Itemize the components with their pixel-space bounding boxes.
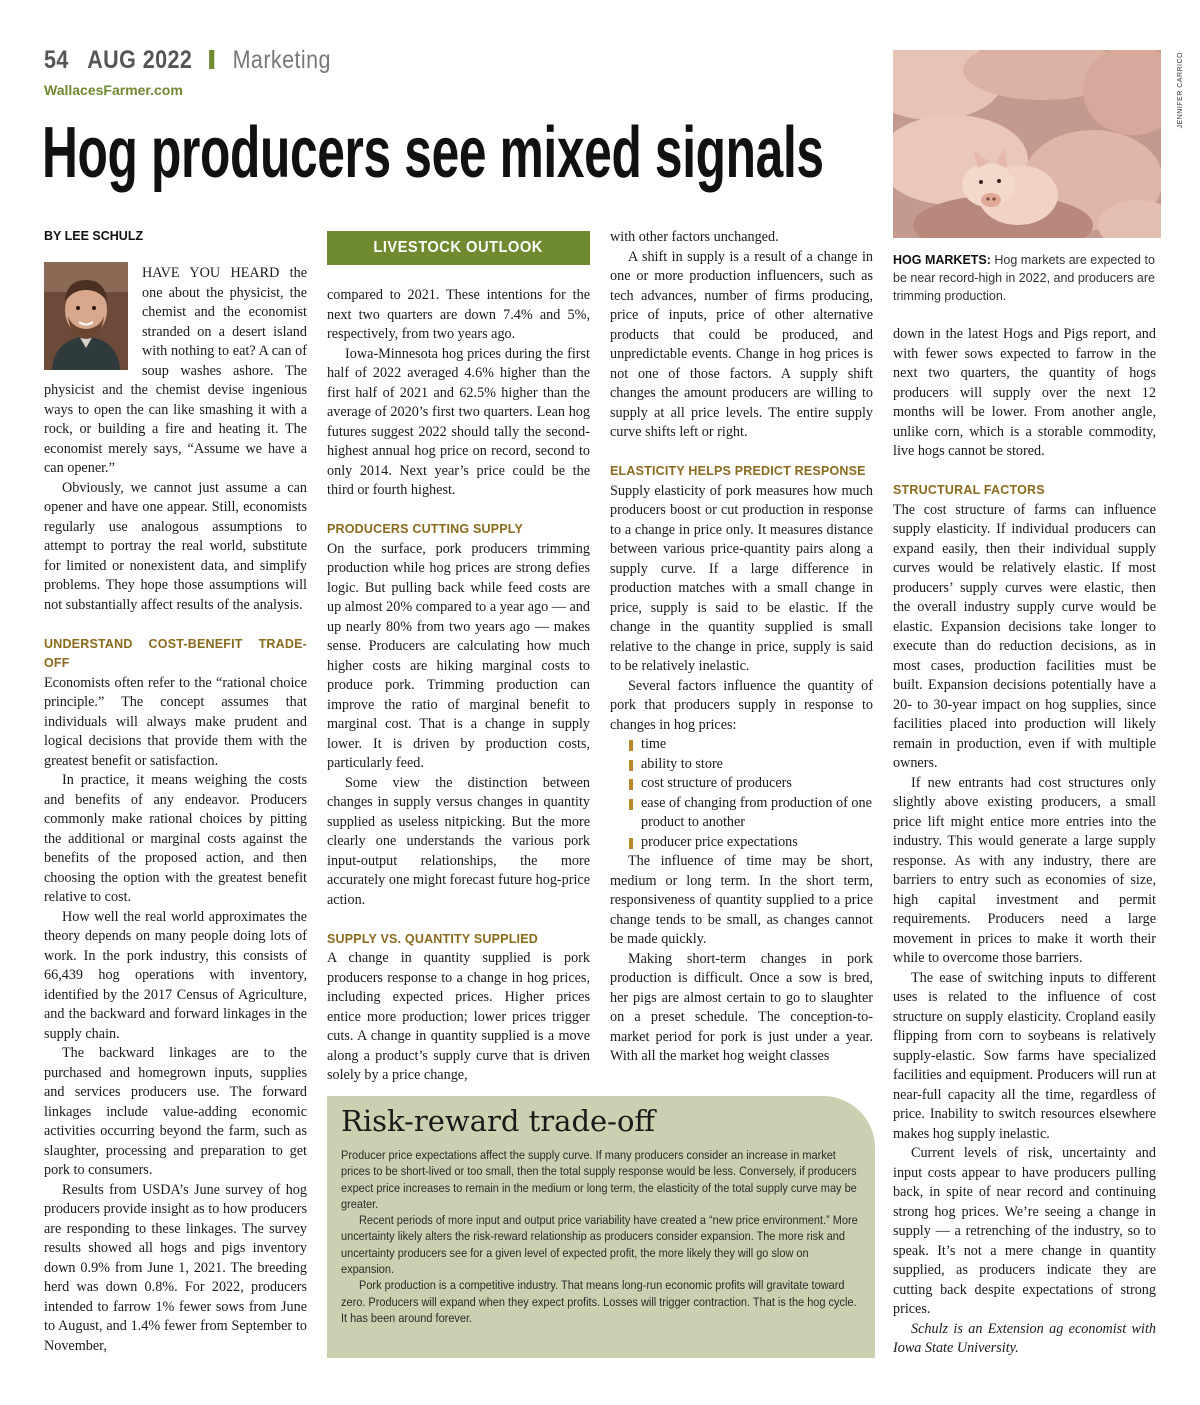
paragraph: Several factors influence the quantity of pork that producers supply in response to changes in hog prices:	[610, 677, 873, 733]
paragraph: Results from USDA’s June survey of hog producers provide insight as to how producers are responding to these linkages. The survey results showed all hogs and pigs inventory down 0.9% from June 1, 2021. The breeding herd was down 0.8%. For 2022, producers intended to farrow 1% fewer sows from June to August, and 1.4% fewer from September to November,	[44, 1181, 307, 1354]
paragraph: How well the real world approximates the theory depends on many people doing lots of work. In the pork industry, this consists of 66,439 hog operations with inventory, identified by the 2017 Census of Agriculture, and the backward and forward linkages in the supply chain.	[44, 908, 307, 1042]
list-item: producer price expectations	[610, 833, 873, 853]
caption-text: Hog markets are expected to be near record-high in 2022, and producers are trimming production.	[893, 253, 1155, 303]
paragraph: On the surface, pork producers trimming production while hog prices are strong defies logic. But pulling back while feed costs are up almost 20% compared to a year ago — and up nearly 80% from two years ago — makes sense. Producers are calculating how much higher costs are hiking marginal costs to produce pork. Trimming production can improve the ratio of marginal benefit to marginal cost. That is a change in supply lower. It is driven by production costs, particularly feed.	[327, 540, 590, 771]
paragraph: The cost structure of farms can influence supply elasticity. If individual producers can expand easily, then their individual supply curves would be relatively elastic. If most producers’ supply curves were elastic, then the overall industry supply curve would be elastic. Expansion decisions take longer to execute than do reduction decisions, as in most cases, production facilities must be built. Expansion decisions potentially have a 20- to 30-year impact on hog supplies, since facilities placed into production will likely remain in production, even if with multiple owners.	[893, 501, 1156, 771]
paragraph: compared to 2021. These intentions for the next two quarters are down 7.4% and 5%, respectively, from two years ago.	[327, 287, 590, 342]
intro-paragraph-1: HAVE YOU HEARD the one about the physicist, the chemist and the economist stranded on a desert island with nothing to eat? A can of soup washes ashore. The physicist and the chemist devise ingenious ways to open the can like smashing it with a rock, or building a fire and heating it. The economist merely says, “Assume we have a can opener.”	[44, 265, 307, 476]
paragraph: In practice, it means weighing the costs and benefits of any endeavor. Producers commonly make rational choices by pitting the additional or marginal costs against the benefits of the proposed action, and then choosing the option with the greatest benefit relative to cost.	[44, 772, 307, 905]
subhead-supply-vs-quantity: SUPPLY VS. QUANTITY SUPPLIED	[327, 931, 538, 946]
page-number: 54	[44, 46, 69, 74]
paragraph: The influence of time may be short, medium or long term. In the short term, responsiveness of quantity supplied to a price change tends to be small, as changes cannot be made quickly.	[610, 853, 873, 947]
subhead-structural-factors: STRUCTURAL FACTORS	[893, 483, 1045, 497]
paragraph: The backward linkages are to the purchased and homegrown inputs, supplies and services producers use. The forward linkages include value-adding economic activities occurring beyond the farm, such as slaughter, processing and preparation to get pork to consumers.	[44, 1045, 307, 1178]
paragraph: Supply elasticity of pork measures how much producers boost or cut production in response to a change in price only. It measures distance between various price-quantity pairs along a supply curve. If a large difference in production matches with a small change in price, supply is said to be elastic. If the change in the quantity supplied is small relative to the change in price, supply is said to be relatively inelastic.	[610, 482, 873, 674]
sidebar-paragraph: Producer price expectations affect the supply curve. If many producers consider an increase in market prices to be short-lived or too small, then the total supply response would be less. Conversely, if producers expect price increases to remain in the medium or long term, the elasticity of the total supply curve may be greater.	[341, 1148, 857, 1211]
headshot-wrap-space	[44, 264, 142, 364]
paragraph: Making short-term changes in pork production is difficult. Once a sow is bred, her pigs are almost certain to go to slaughter on a preset schedule. The conception-to-market period for pork is just under a year. With all the market hog weight classes	[610, 950, 873, 1064]
byline: BY LEE SCHULZ	[44, 229, 144, 243]
issue-date: AUG 2022	[87, 46, 193, 74]
paragraph: A change in quantity supplied is pork producers response to a change in hog prices, including expected prices. Higher prices entice more production; lower prices trigger cuts. A change in quantity supplied is a move along a product’s supply curve that is driven solely by a price change,	[327, 950, 590, 1083]
website-link[interactable]: WallacesFarmer.com	[44, 82, 183, 98]
list-item: ease of changing from production of one product to another	[610, 794, 873, 833]
list-item: ability to store	[610, 755, 873, 775]
paragraph: with other factors unchanged.	[610, 229, 779, 245]
page-folio	[44, 46, 331, 75]
subhead-elasticity: ELASTICITY HELPS PREDICT RESPONSE	[610, 464, 866, 478]
photo-caption	[893, 251, 1155, 305]
paragraph: down in the latest Hogs and Pigs report, and with fewer sows expected to farrow in the next two quarters, the quantity of hogs producers will supply over the next 12 months will be lower. From another angle, unlike corn, which is a storable commodity, live hogs cannot be stored.	[893, 326, 1156, 459]
caption-lead: HOG MARKETS:	[893, 253, 991, 267]
paragraph: If new entrants had cost structures only slightly above existing producers, a small price lift might entice more entries into the industry. This would generate a large supply response. As with any industry, there are barriers to entry such as economies of size, high capital investment and permit requirements. Producers need a large movement in prices to make it worth their while to overcome those barriers.	[893, 774, 1156, 966]
section-name: Marketing	[232, 46, 331, 74]
banner-label: LIVESTOCK OUTLOOK	[373, 239, 544, 256]
paragraph: Iowa-Minnesota hog prices during the first half of 2022 averaged 4.6% higher than the first half of 2021 and 62.5% higher than the average of 2020’s first two quarters. Lean hog futures suggest 2022 should tally the second-highest annual hog price on record, second to only 2014. Next year’s price could be the third or fourth highest.	[327, 345, 590, 498]
list-item: time	[610, 735, 873, 755]
paragraph: A shift in supply is a result of a change in one or more production influencers, such as tech advances, number of firms producing, price of inputs, price of other alternative products that could be produced, and unpredictable events. Change in hog prices is not one of those factors. A supply shift changes the amount producers are willing to supply at all price levels. The entire supply curve shifts left or right.	[610, 248, 873, 440]
sidebar-title: Risk-reward trade-off	[341, 1104, 656, 1138]
list-item: cost structure of producers	[610, 774, 873, 794]
folio-separator	[209, 50, 214, 69]
paragraph: Current levels of risk, uncertainty and input costs appear to have producers pulling back, in spite of near record and continuing strong hog prices. We’re seeing a change in supply — a retrenching of the industry, so to speak. It’s not a mere change in quantity supplied, as producers indicate they are cutting back despite expectations of strong prices.	[893, 1145, 1156, 1317]
article-column-1	[44, 264, 307, 1356]
subhead-cost-benefit: UNDERSTAND COST-BENEFIT TRADE-OFF	[44, 636, 307, 670]
photo-credit: JENNIFER CARRICO	[1177, 52, 1184, 129]
article-column-4	[893, 325, 1156, 1359]
headline: Hog producers see mixed signals	[42, 113, 824, 193]
factors-list	[610, 735, 873, 852]
article-column-2	[327, 286, 590, 1086]
article-column-3	[610, 228, 873, 1067]
paragraph: Economists often refer to the “rational choice principle.” The concept assumes that individuals will always make prudent and logical decisions that provide them with the greatest benefit or satisfaction.	[44, 674, 307, 769]
subhead-producers-cutting-supply: PRODUCERS CUTTING SUPPLY	[327, 522, 524, 536]
sidebar-paragraph: Pork production is a competitive industry. That means long-run economic profits will gravitate toward zero. Producers will expand when they expect profits. Losses will trigger contraction. That is the hog cycle. It has been around forever.	[341, 1278, 857, 1325]
intro-paragraph-2: Obviously, we cannot just assume a can opener and have one appear. Still, economists regularly use analogous assumptions to attempt to portray the real world, substitute for limited or nonexistent data, and simplify problems. They hope those assumptions will not substantially affect results of the analysis.	[44, 479, 307, 613]
hog-photo	[893, 50, 1161, 238]
paragraph: The ease of switching inputs to different uses is related to the influence of cost structure on supply elasticity. Cropland easily flipping from corn to soybeans is relatively supply-elastic. Sow farms have specialized facilities and equipment. Producers will run at near-full capacity all the time, regardless of price. Inability to switch resources elsewhere makes hog supply inelastic.	[893, 969, 1156, 1142]
livestock-outlook-banner	[327, 231, 590, 265]
sidebar-paragraph: Recent periods of more input and output price variability have created a “new price environment.” More uncertainty likely alters the risk-reward relationship as producers consider expansion. The more risk and uncertainty producers see for a given level of expected profit, the more likely they will go slow on expansion.	[341, 1213, 858, 1277]
sidebar-body	[341, 1147, 861, 1326]
author-tagline: Schulz is an Extension ag economist with Iowa State University.	[893, 1320, 1156, 1356]
paragraph: Some view the distinction between changes in supply versus changes in quantity supplied as useless nitpicking. But the more clearly one understands the various pork input-output relationships, the more accurately one might forecast future hog-price action.	[327, 774, 590, 908]
